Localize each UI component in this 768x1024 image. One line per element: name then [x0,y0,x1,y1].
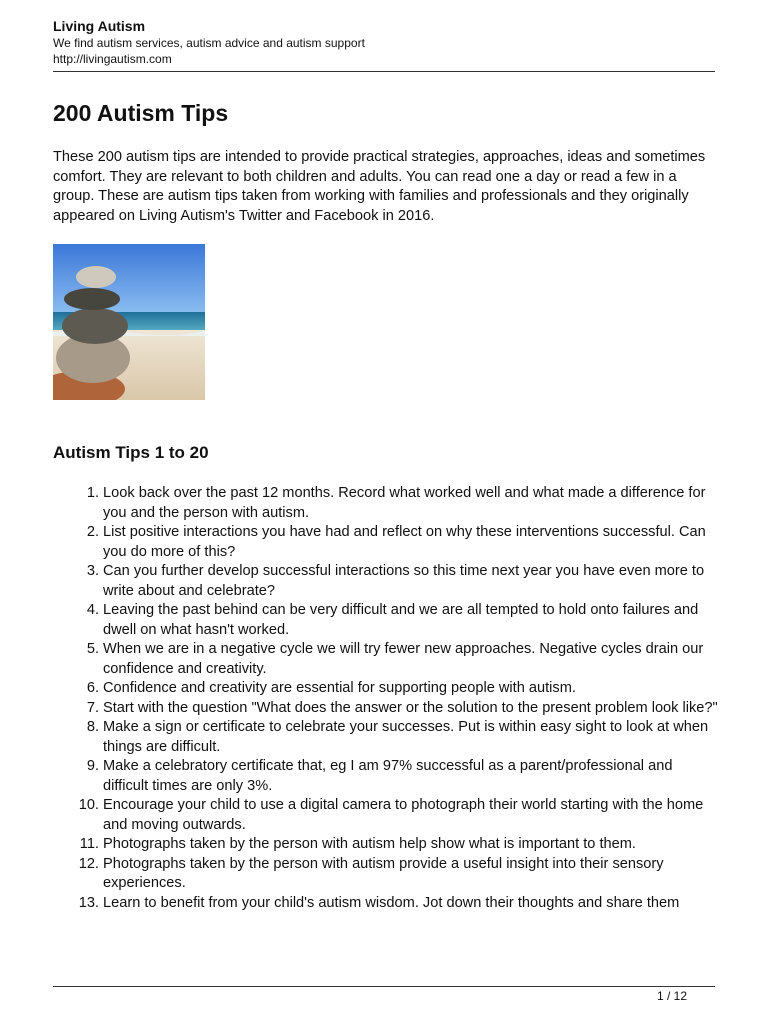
page-title: 200 Autism Tips [53,100,229,126]
list-item: 12. Photographs taken by the person with autism provide a useful insight into their sensory experiences. [78,855,664,891]
footer-divider [53,986,715,987]
intro-paragraph: These 200 autism tips are intended to provide practical strategies, approaches, ideas and sometimes comfort. They are relevant to both children and adults. You can read one a day or read a few in a group. These are autism tips taken from working with families and professionals and they originally appeared on Living Autism's Twitter and Facebook in 2016. [53,149,706,224]
site-url-link[interactable]: http://livingautism.com [53,52,172,66]
page-indicator: 1 / 12 [656,989,687,1003]
list-item: 6. Confidence and creativity are essential for supporting people with autism. [86,680,576,696]
section-title: Autism Tips 1 to 20 [53,443,209,462]
list-item: 8. Make a sign or certificate to celebrate your successes. Put is within easy sight to look at when things are difficult. [86,719,709,755]
site-tagline: We find autism services, autism advice and autism support [53,36,365,50]
list-item: 11. Photographs taken by the person with autism help show what is important to them. [79,836,636,852]
stacked-stones-photo [53,244,205,400]
list-item: 4. Leaving the past behind can be very difficult and we are all tempted to hold onto failures and dwell on what hasn't worked. [86,602,699,638]
list-item: 9. Make a celebratory certificate that, eg I am 97% successful as a parent/professional and difficult times are only 3%. [86,758,673,794]
list-item: 7. Start with the question "What does the answer or the solution to the present problem look like?" [86,699,718,716]
list-item: 2. List positive interactions you have had and reflect on why these interventions successful. Can you do more of this? [86,524,706,560]
list-item: 5. When we are in a negative cycle we will try fewer new approaches. Negative cycles drain our confidence and creativity. [86,641,704,677]
site-header [53,18,715,67]
header-divider [53,71,715,72]
list-item: 13. Learn to benefit from your child's autism wisdom. Jot down their thoughts and share them [78,894,680,911]
tips-list [53,484,721,913]
list-item: 3. Can you further develop successful interactions so this time next year you have even more to write about and celebrate? [86,563,705,599]
site-name: Living Autism [53,18,146,34]
list-item: 1. Look back over the past 12 months. Record what worked well and what made a difference for you and the person with autism. [86,485,706,521]
list-item: 10. Encourage your child to use a digital camera to photograph their world starting with the home and moving outwards. [78,797,704,833]
